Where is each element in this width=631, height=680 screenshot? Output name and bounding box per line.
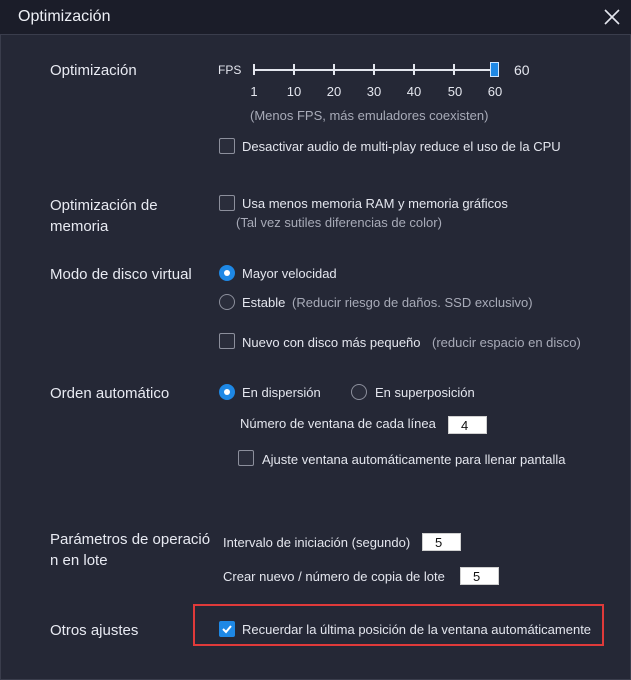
windows-per-row-label: Número de ventana de cada línea xyxy=(240,416,436,431)
batch-copy-input[interactable]: 5 xyxy=(460,567,499,585)
smaller-disk-checkbox[interactable] xyxy=(219,333,235,349)
fps-tick-label: 30 xyxy=(366,84,382,99)
fps-tick xyxy=(453,64,455,75)
fps-value: 60 xyxy=(514,62,530,78)
memory-hint: (Tal vez sutiles diferencias de color) xyxy=(236,215,442,230)
windows-per-row-input[interactable]: 4 xyxy=(448,416,487,434)
fps-tick xyxy=(293,64,295,75)
disk-stable-hint: (Reducir riesgo de daños. SSD exclusivo) xyxy=(292,295,533,310)
smaller-disk-hint: (reducir espacio en disco) xyxy=(432,335,581,350)
remember-position-label[interactable]: Recuerdar la última posición de la ventana automáticamente xyxy=(242,622,592,637)
launch-interval-input[interactable]: 5 xyxy=(422,533,461,551)
arrange-dispersed-label[interactable]: En dispersión xyxy=(242,385,321,400)
use-less-memory-label[interactable]: Usa menos memoria RAM y memoria gráficos xyxy=(242,196,508,211)
fps-tick-label: 10 xyxy=(286,84,302,99)
arrange-overlap-label[interactable]: En superposición xyxy=(375,385,475,400)
section-label-optimization: Optimización xyxy=(50,62,137,79)
arrange-overlap-radio[interactable] xyxy=(351,384,367,400)
auto-fill-checkbox[interactable] xyxy=(238,450,254,466)
fps-tick-label: 60 xyxy=(487,84,503,99)
checkmark-icon xyxy=(220,622,234,636)
disk-fast-radio[interactable] xyxy=(219,265,235,281)
use-less-memory-checkbox[interactable] xyxy=(219,195,235,211)
section-label-other: Otros ajustes xyxy=(50,622,139,639)
fps-tick xyxy=(333,64,335,75)
fps-tick-label: 50 xyxy=(447,84,463,99)
fps-tick-label: 1 xyxy=(250,84,258,99)
close-icon[interactable] xyxy=(601,6,623,28)
fps-label: FPS xyxy=(218,63,242,77)
window-title: Optimización xyxy=(18,8,111,25)
fps-tick xyxy=(413,64,415,75)
arrange-dispersed-radio[interactable] xyxy=(219,384,235,400)
title-bar xyxy=(0,0,631,34)
fps-hint: (Menos FPS, más emuladores coexisten) xyxy=(250,108,489,123)
fps-tick-label: 20 xyxy=(326,84,342,99)
mute-multiplay-checkbox[interactable] xyxy=(219,138,235,154)
disk-fast-label[interactable]: Mayor velocidad xyxy=(242,266,337,281)
fps-tick xyxy=(253,64,255,75)
batch-copy-label: Crear nuevo / número de copia de lote xyxy=(223,569,445,584)
smaller-disk-label[interactable]: Nuevo con disco más pequeño xyxy=(242,335,421,350)
mute-multiplay-label[interactable]: Desactivar audio de multi-play reduce el uso de la CPU xyxy=(242,139,561,154)
launch-interval-label: Intervalo de iniciación (segundo) xyxy=(223,535,411,550)
fps-slider-thumb[interactable] xyxy=(490,62,499,77)
remember-position-checkbox[interactable] xyxy=(219,621,235,637)
section-label-auto-arrange: Orden automático xyxy=(50,385,170,402)
fps-tick-label: 40 xyxy=(406,84,422,99)
section-label-virtual-disk: Modo de disco virtual xyxy=(50,266,192,283)
fps-tick xyxy=(373,64,375,75)
disk-stable-label[interactable]: Estable xyxy=(242,295,286,310)
section-label-memory: Optimización de memoria xyxy=(50,197,158,235)
auto-fill-label[interactable]: Ajuste ventana automáticamente para llenar pantalla xyxy=(262,452,566,467)
section-label-batch: Parámetros de operació n en lote xyxy=(50,531,211,569)
disk-stable-radio[interactable] xyxy=(219,294,235,310)
